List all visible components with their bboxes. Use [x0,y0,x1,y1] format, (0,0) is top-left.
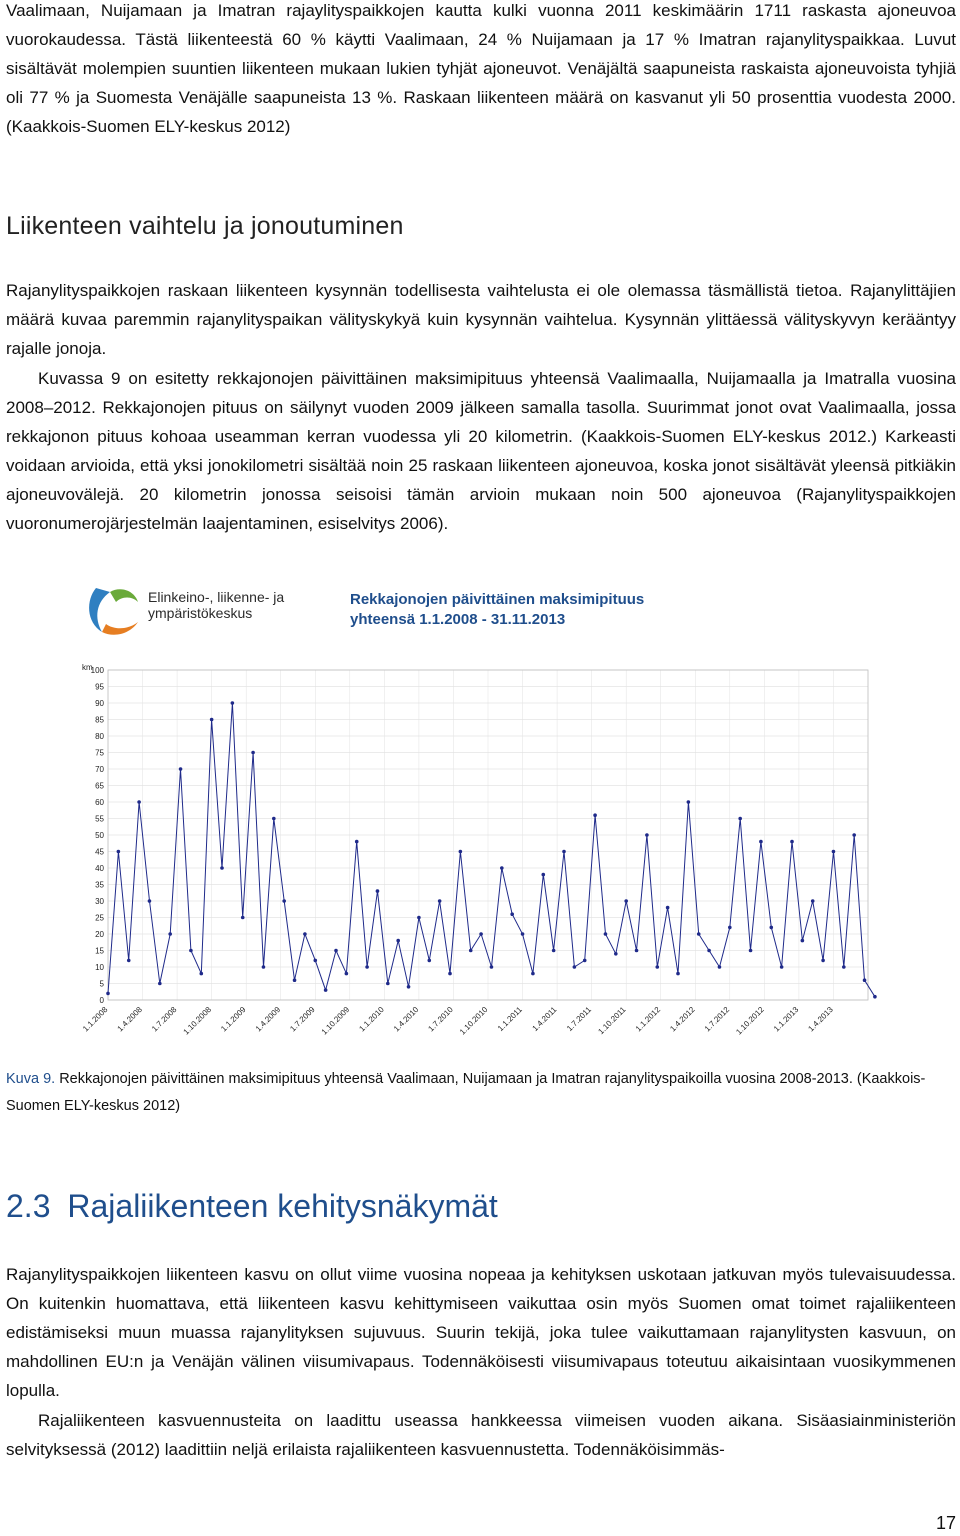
data-point [168,932,172,936]
x-tick-label: 1.7.2009 [288,1005,317,1034]
data-point [738,817,742,821]
data-point [158,982,162,986]
section-paragraph-1: Rajanylityspaikkojen raskaan liikenteen kysynnän todellisesta vaihtelusta ei ole olemassa täsmällistä tietoa. Rajanylittäjien määrä kuvaa paremmin rajanylityspaikan välityskykyä kuin kysynnän vaihtelua. Kysynnän ylittäessä välityskyvyn kerääntyy rajalle jonoja. [6,281,956,358]
y-tick-label: 30 [95,897,104,906]
data-point [676,972,680,976]
data-point [396,939,400,943]
x-tick-label: 1.10.2010 [457,1005,490,1037]
data-point [127,959,131,963]
data-point [148,899,152,903]
data-point [459,850,463,854]
data-point [117,850,121,854]
data-point [293,978,297,982]
x-tick-label: 1.1.2011 [495,1005,524,1034]
data-point [324,988,328,992]
data-point [749,949,753,953]
data-point [873,995,877,999]
y-tick-label: 95 [95,682,104,692]
y-tick-label: 45 [95,847,104,857]
chart-svg [80,572,880,1042]
data-point [241,916,245,920]
data-point [707,949,711,953]
data-point [759,840,763,844]
y-tick-label: 0 [99,996,104,1005]
data-point [573,965,577,969]
data-point [313,959,317,963]
y-tick-label: 20 [95,930,104,939]
y-tick-label: 35 [95,880,104,890]
y-tick-label: 25 [95,913,104,923]
data-point [863,978,867,982]
data-point [583,959,587,963]
data-point [780,965,784,969]
y-tick-label: 10 [95,963,104,972]
x-tick-label: 1.10.2008 [181,1005,214,1037]
data-point [842,965,846,969]
y-tick-label: 55 [95,814,104,824]
data-point [262,965,266,969]
data-point [272,817,276,821]
chart-subtitle: yhteensä 1.1.2008 - 31.11.2013 [350,611,566,628]
x-tick-label: 1.1.2012 [633,1005,663,1034]
data-point [417,916,421,920]
y-tick-label: 5 [99,979,104,989]
data-point [790,840,794,844]
caption-text: Rekkajonojen päivittäinen maksimipituus yhteensä Vaalimaan, Nuijamaan ja Imatran rajanylityspaikoilla vuosina 2008-2013. (Kaakkois-Suomen ELY-keskus 2012) [6,1071,926,1114]
data-point [365,965,369,969]
x-tick-label: 1.4.2009 [253,1005,283,1034]
data-point [531,972,535,976]
data-point [355,840,359,844]
data-point [718,965,722,969]
x-tick-label: 1.7.2010 [426,1005,455,1034]
data-point [655,965,659,969]
data-point [448,972,452,976]
data-point [427,959,431,963]
data-point [687,800,691,804]
x-tick-label: 1.10.2011 [596,1005,628,1037]
data-point [832,850,836,854]
y-tick-label: 40 [95,864,104,873]
data-point [521,932,525,936]
logo-line-1: Elinkeino-, liikenne- ja [148,589,285,605]
data-point [137,800,141,804]
chapter-title: Rajaliikenteen kehitysnäkymät [67,1188,498,1224]
data-point [345,972,349,976]
y-tick-label: 85 [95,715,104,725]
data-point [282,899,286,903]
data-point [562,850,566,854]
series-line [108,703,875,997]
data-point [666,906,670,910]
data-point [604,932,608,936]
data-point [801,939,805,943]
data-point [376,889,380,893]
x-tick-label: 1.7.2008 [150,1005,179,1034]
data-point [210,718,214,722]
data-point [231,701,235,705]
section-paragraph-2: Kuvassa 9 on esitetty rekkajonojen päivittäinen maksimipituus yhteensä Vaalimaalla, Nuijamaalla ja Imatralla vuosina 2008–2012. Rekkajonojen pituus on säilynyt vuoden 2009 jälkeen samalla tasolla. Suurimmat jonot ovat Vaalimaalla, jossa rekkajonon pituus kohoaa useamman kerran vuodessa yli 20 kilometrin. (Kaakkois-Suomen ELY-keskus 2012.) Karkeasti voidaan arvioida, että yksi jonokilometri sisältää noin 25 raskaan liikenteen ajoneuvoa, koska jonot sisältävät yleensä pitkiäkin ajoneuvovälejä. 20 kilometrin jonossa seisoisi tämän arvioin mukaan noin 500 ajoneuvoa (Rajanylityspaikkojen vuoronumerojärjestelmän laajentaminen, esiselvitys 2006). [6,369,956,533]
y-tick-label: 80 [95,732,104,741]
data-point [852,833,856,837]
section-heading: Liikenteen vaihtelu ja jonoutuminen [6,212,404,240]
y-tick-label: 60 [95,798,104,807]
caption-label: Kuva 9. [6,1071,56,1087]
plot-area [81,666,877,1037]
data-point [500,866,504,870]
data-point [469,949,473,953]
data-point [541,873,545,877]
data-point [510,912,514,916]
chapter-heading [6,1188,498,1225]
data-point [635,949,639,953]
x-tick-label: 1.1.2009 [219,1005,248,1034]
x-tick-label: 1.4.2012 [668,1005,697,1034]
data-point [438,899,442,903]
ely-logo [89,588,284,635]
figure-caption [6,1066,956,1120]
x-tick-label: 1.4.2013 [806,1005,835,1034]
x-tick-label: 1.10.2012 [734,1005,766,1037]
data-point [179,767,183,771]
data-point [251,751,255,755]
data-point [728,926,732,930]
data-point [614,952,618,956]
figure-queue-length [80,572,880,1042]
data-point [199,972,203,976]
x-tick-label: 1.7.2011 [565,1005,594,1034]
y-tick-label: 15 [95,946,104,956]
data-point [220,866,224,870]
y-tick-label: 100 [90,666,104,675]
data-point [479,932,483,936]
data-point [106,992,110,996]
x-tick-label: 1.4.2010 [391,1005,421,1034]
y-tick-label: 65 [95,781,104,791]
x-tick-label: 1.4.2011 [530,1005,559,1034]
y-tick-label: 50 [95,831,104,840]
x-tick-label: 1.10.2009 [319,1005,352,1037]
chapter-number: 2.3 [6,1188,51,1224]
y-tick-label: 75 [95,748,104,758]
chapter-paragraph-2: Rajaliikenteen kasvuennusteita on laadittu useassa hankkeessa viimeisen vuoden aikana. Sisäasiainministeriön selvityksessä (2012) laadittiin neljä erilaista rajaliikenteen kasvuennustetta. Todennäköisimmäs- [6,1411,956,1459]
data-point [593,813,597,817]
data-point [407,985,411,989]
logo-line-2: ympäristökeskus [148,605,253,621]
data-point [624,899,628,903]
data-point [645,833,649,837]
data-point [303,932,307,936]
y-tick-label: 90 [95,699,104,708]
page-number: 17 [935,1513,956,1533]
data-point [697,932,701,936]
x-tick-label: 1.4.2008 [115,1005,144,1034]
x-tick-label: 1.1.2010 [357,1005,386,1034]
data-point [552,949,556,953]
data-point [189,949,193,953]
y-tick-label: 70 [95,765,104,774]
data-point [811,899,815,903]
x-tick-label: 1.1.2008 [81,1005,110,1034]
intro-paragraph: Vaalimaan, Nuijamaan ja Imatran rajaylityspaikkojen kautta kulki vuonna 2011 keskimäärin 1711 raskasta ajoneuvoa vuorokaudessa. Tästä liikenteestä 60 % käytti Vaalimaan, 24 % Nuijamaan ja 17 % Imatran rajanylityspaikkaa. Luvut sisältävät molempien suuntien liikenteen mukaan lukien tyhjät ajoneuvot. Venäjältä saapuneista raskaista ajoneuvoista tyhjiä oli 77 % ja Suomesta Venäjälle saapuneista 13 %. Raskaan liikenteen määrä on kasvanut yli 50 prosenttia vuodesta 2000. (Kaakkois-Suomen ELY-keskus 2012) [6,1,956,136]
data-point [334,949,338,953]
data-point [821,959,825,963]
chart-title: Rekkajonojen päivittäinen maksimipituus [350,591,645,608]
x-tick-label: 1.7.2012 [702,1005,732,1034]
data-point [386,982,390,986]
data-point [769,926,773,930]
x-tick-label: 1.1.2013 [771,1005,801,1034]
chapter-paragraph-1: Rajanylityspaikkojen liikenteen kasvu on ollut viime vuosina nopeaa ja kehityksen uskotaan jatkuvan myös tulevaisuudessa. On kuitenkin huomattava, että liikenteen kasvu kehittymiseen vaikuttaa osin myös Suomen omat toimet rajaliikenteen edistämiseksi muun muassa rajanylityksen sujuvuus. Suurin tekijä, joka tulee vaikuttamaan rajanylitysten kasvuun, on mahdollinen EU:n ja Venäjän välinen viisumivapaus. Todennäköisesti viisumivapaus toteutuu aikaisintaan vuosikymmenen lopulla. [6,1265,956,1400]
data-point [490,965,494,969]
y-axis-unit: km [82,663,93,672]
